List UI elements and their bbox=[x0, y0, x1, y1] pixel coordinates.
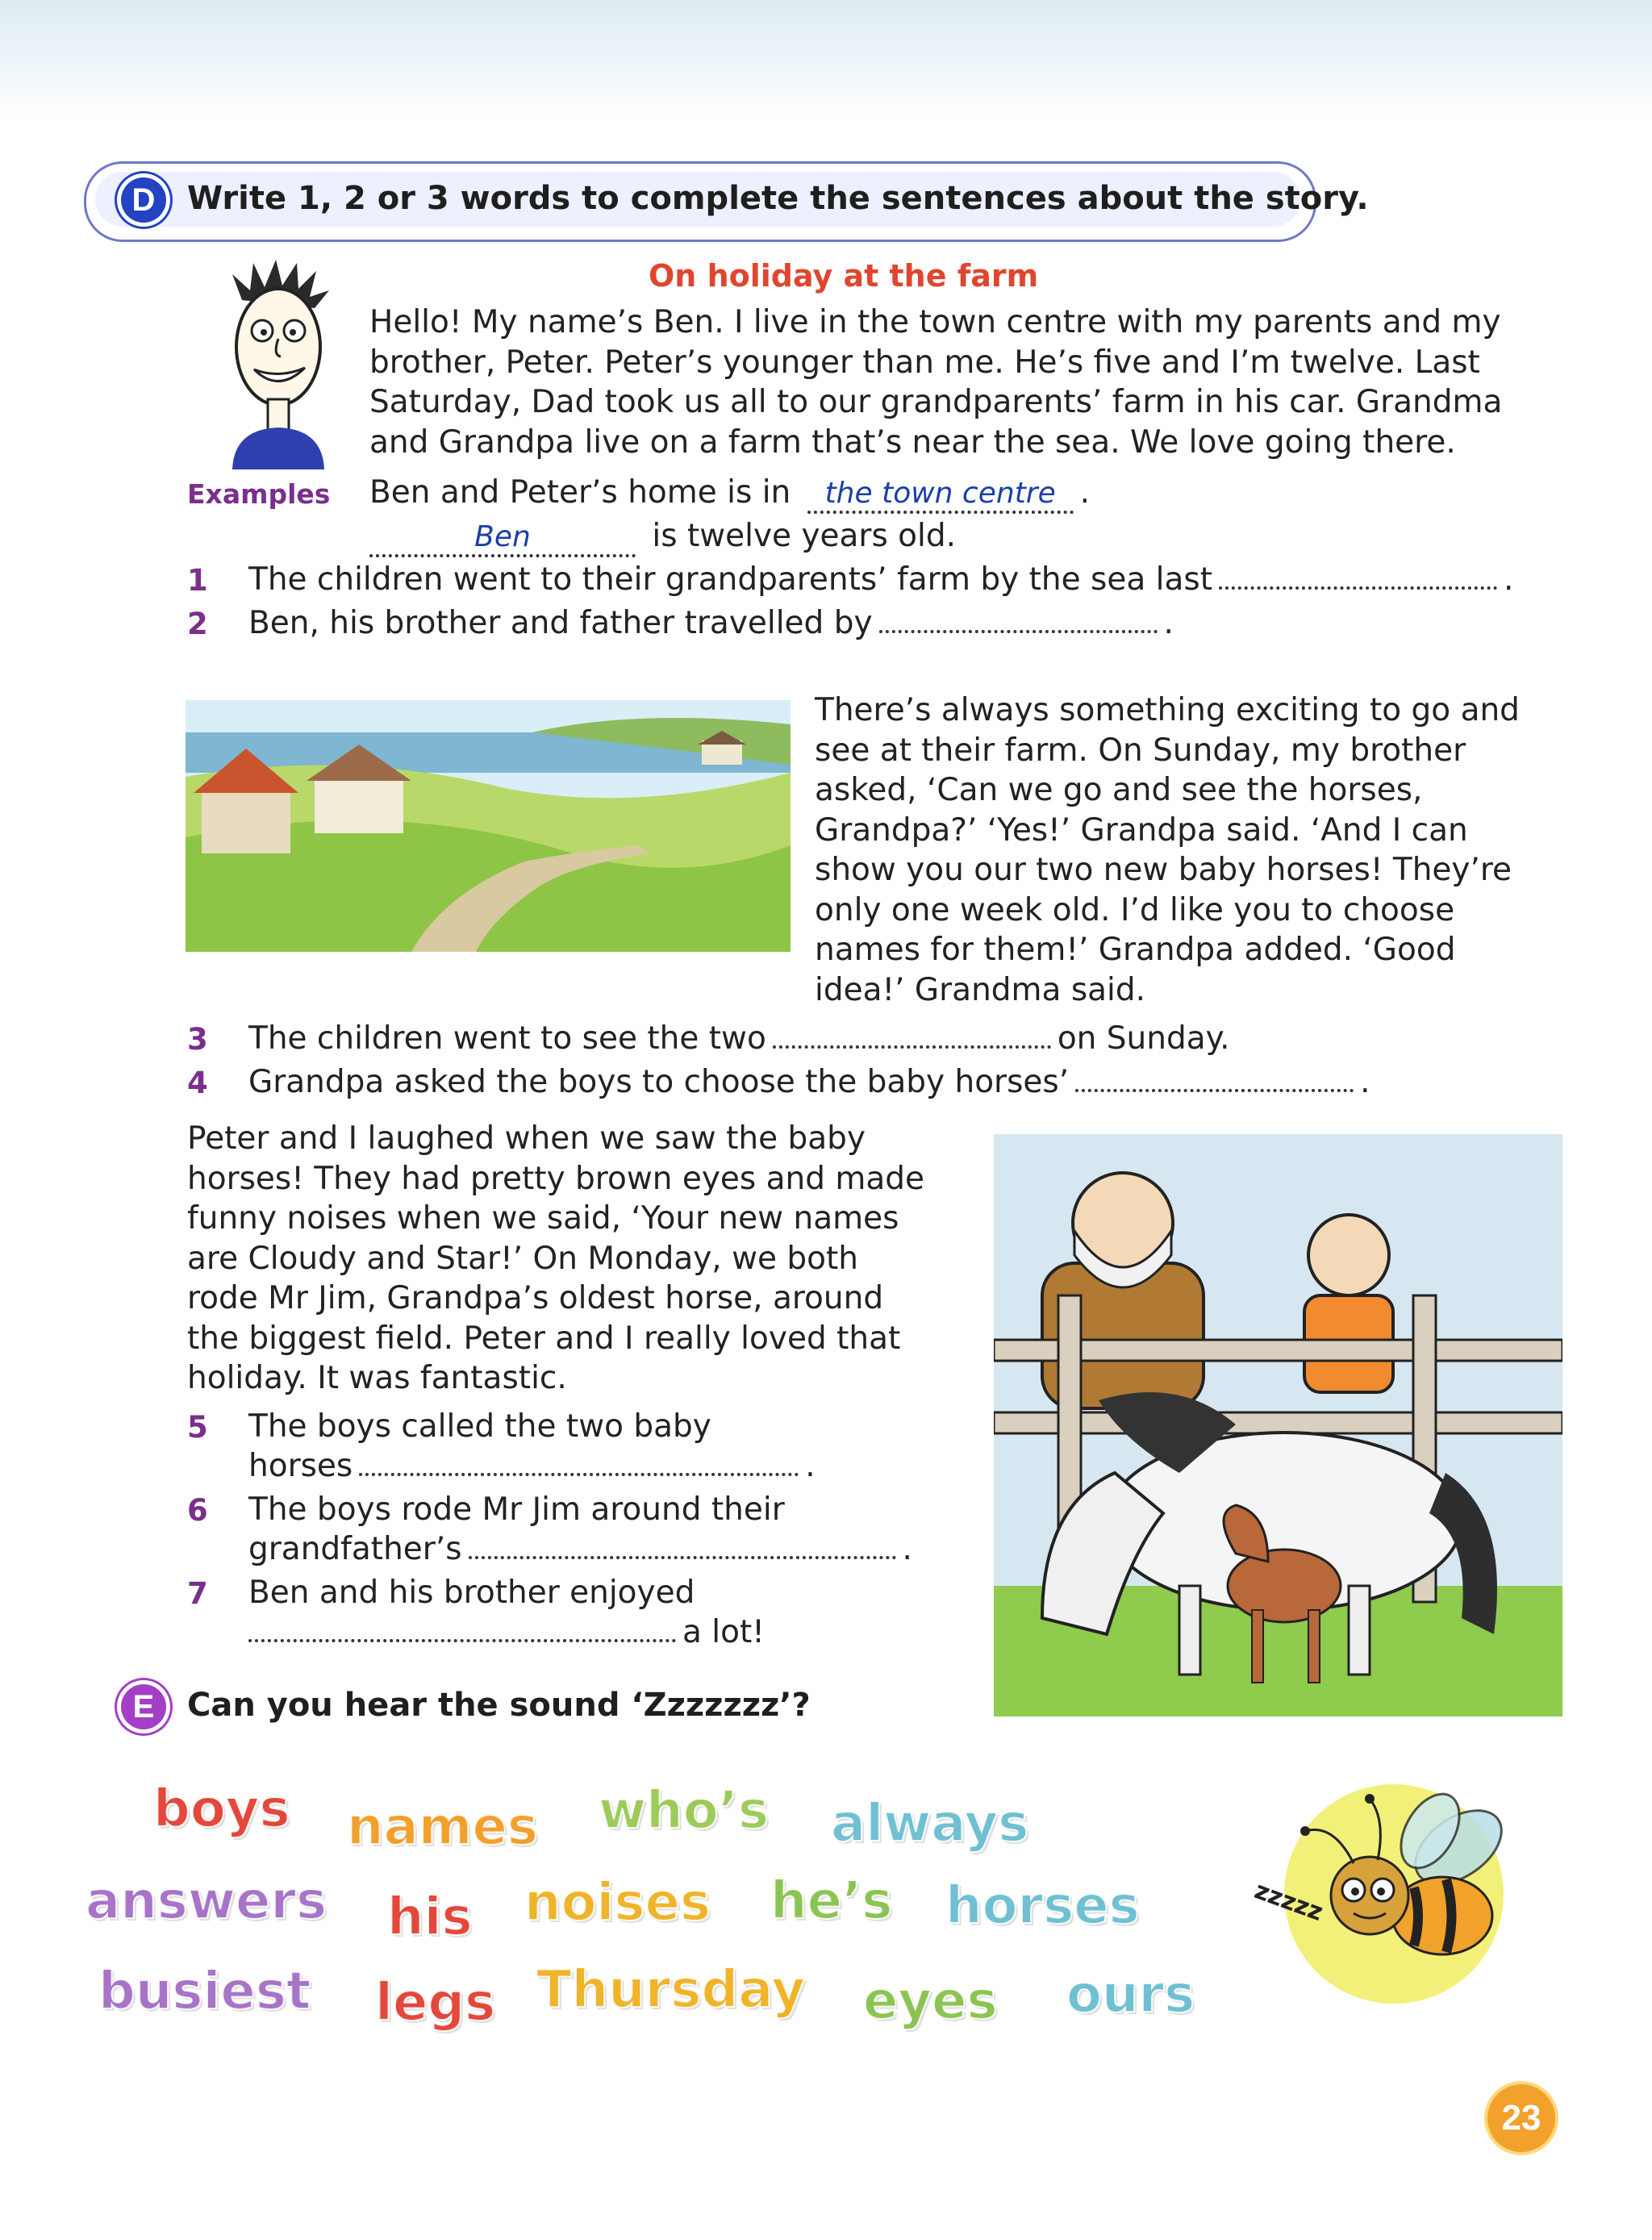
story-line: holiday. It was fantastic. bbox=[187, 1360, 567, 1396]
story-line: brother, Peter. Peter’s younger than me. He’s five and I’m twelve. Last bbox=[369, 344, 1480, 381]
answer-blank-2[interactable] bbox=[879, 622, 1158, 633]
sound-word: he’s bbox=[770, 1871, 893, 1931]
question-number: 2 bbox=[187, 607, 208, 641]
bee-snore-text: zzzzz bbox=[1250, 1876, 1327, 1927]
section-e-badge: E bbox=[121, 1684, 166, 1729]
examples-label: Examples bbox=[187, 478, 331, 510]
example-1 bbox=[369, 474, 1090, 514]
answer-blank-4[interactable] bbox=[1075, 1081, 1354, 1092]
example-1-answer bbox=[807, 474, 1074, 514]
story-line: Saturday, Dad took us all to our grandparents’ farm in his car. Grandma bbox=[369, 384, 1503, 420]
sound-word: boys bbox=[153, 1779, 290, 1839]
sound-word: who’s bbox=[599, 1781, 770, 1841]
story-line: rode Mr Jim, Grandpa’s oldest horse, around bbox=[187, 1280, 884, 1316]
question-4-end: . bbox=[1360, 1064, 1370, 1100]
sound-word: horses bbox=[945, 1876, 1140, 1936]
example-1-end: . bbox=[1079, 474, 1091, 511]
story-line: idea!’ Grandma said. bbox=[815, 971, 1146, 1008]
sound-word: answers bbox=[86, 1871, 327, 1931]
story-paragraph-2 bbox=[815, 690, 1525, 1010]
question-6-end: . bbox=[902, 1531, 912, 1567]
sound-word: ours bbox=[1066, 1965, 1195, 2025]
page-number: 23 bbox=[1487, 2084, 1555, 2152]
story-paragraph-3 bbox=[187, 1119, 929, 1399]
story-line: funny noises when we said, ‘Your new names bbox=[187, 1200, 899, 1237]
story-line: names for them!’ Grandpa added. ‘Good bbox=[815, 932, 1456, 968]
sound-word: noises bbox=[524, 1873, 711, 1933]
question-5-line-1: The boys called the two baby bbox=[248, 1408, 711, 1445]
example-2-answer bbox=[369, 518, 636, 557]
question-2 bbox=[248, 605, 1174, 641]
question-number: 4 bbox=[187, 1066, 208, 1100]
example-1-answer-text: the town centre bbox=[824, 477, 1056, 510]
story-line: Hello! My name’s Ben. I live in the town centre with my parents and my bbox=[369, 304, 1501, 340]
question-number: 7 bbox=[187, 1576, 208, 1611]
grandpa-boy-horses-image bbox=[994, 1134, 1562, 1716]
question-5-text: horses bbox=[248, 1448, 353, 1484]
question-3-end: on Sunday. bbox=[1057, 1020, 1230, 1057]
question-1-text: The children went to their grandparents’ farm by the sea last bbox=[248, 561, 1212, 598]
question-4-text: Grandpa asked the boys to choose the baby horses’ bbox=[248, 1064, 1070, 1100]
story-line: Grandpa?’ ‘Yes!’ Grandpa said. ‘And I can bbox=[815, 811, 1468, 849]
story-line: see at their farm. On Sunday, my brother bbox=[815, 732, 1466, 769]
story-line: There’s always something exciting to go and bbox=[815, 692, 1520, 728]
question-number: 5 bbox=[187, 1410, 208, 1445]
story-line: and Grandpa live on a farm that’s near the sea. We love going there. bbox=[369, 423, 1456, 461]
section-d-badge: D bbox=[121, 177, 166, 223]
question-7-line-1: Ben and his brother enjoyed bbox=[248, 1575, 695, 1611]
sound-word: legs bbox=[375, 1973, 496, 2033]
question-6-text: grandfather’s bbox=[248, 1531, 462, 1567]
question-6-line-2 bbox=[248, 1531, 912, 1567]
section-e-instruction: Can you hear the sound ‘Zzzzzzz’? bbox=[187, 1687, 811, 1724]
question-number: 1 bbox=[187, 563, 208, 598]
sound-word: busiest bbox=[98, 1962, 311, 2021]
top-background-wash bbox=[0, 0, 1652, 121]
story-line: only one week old. I’d like you to choose bbox=[815, 891, 1455, 928]
story-line: horses! They had pretty brown eyes and made bbox=[187, 1160, 925, 1197]
sound-word: Thursday bbox=[536, 1960, 806, 2020]
answer-blank-7[interactable] bbox=[248, 1631, 676, 1642]
question-3 bbox=[248, 1020, 1230, 1057]
question-6-line-1: The boys rode Mr Jim around their bbox=[248, 1491, 785, 1528]
story-paragraph-1 bbox=[369, 302, 1515, 462]
question-number: 3 bbox=[187, 1022, 208, 1057]
story-line: Peter and I laughed when we saw the baby bbox=[187, 1120, 866, 1157]
question-2-end: . bbox=[1163, 605, 1174, 641]
example-2 bbox=[369, 518, 956, 557]
ben-cartoon-image bbox=[218, 258, 339, 469]
section-d-instruction: Write 1, 2 or 3 words to complete the sentences about the story. bbox=[187, 180, 1369, 217]
story-line: show you our two new baby horses! They’re bbox=[815, 852, 1512, 888]
sound-word: always bbox=[831, 1794, 1029, 1854]
story-line: asked, ‘Can we go and see the horses, bbox=[815, 772, 1423, 808]
example-2-answer-text: Ben bbox=[474, 520, 531, 553]
question-2-text: Ben, his brother and father travelled by bbox=[248, 605, 873, 641]
question-3-text: The children went to see the two bbox=[248, 1020, 766, 1057]
question-5-line-2 bbox=[248, 1448, 816, 1484]
story-title: On holiday at the farm bbox=[649, 258, 1039, 294]
sound-word: eyes bbox=[863, 1971, 998, 2031]
example-1-text: Ben and Peter’s home is in bbox=[369, 474, 791, 511]
question-5-end: . bbox=[805, 1448, 816, 1484]
example-2-text: is twelve years old. bbox=[652, 518, 957, 554]
farm-landscape-image bbox=[186, 700, 791, 952]
answer-blank-3[interactable] bbox=[773, 1037, 1051, 1049]
answer-blank-1[interactable] bbox=[1219, 578, 1497, 590]
answer-blank-5[interactable] bbox=[359, 1465, 799, 1476]
story-line: are Cloudy and Star!’ On Monday, we both bbox=[187, 1240, 859, 1277]
story-line: the biggest field. Peter and I really loved that bbox=[187, 1320, 901, 1357]
answer-blank-6[interactable] bbox=[469, 1548, 896, 1559]
question-1-end: . bbox=[1503, 561, 1514, 598]
sound-word: names bbox=[347, 1797, 538, 1857]
sound-word: his bbox=[387, 1888, 473, 1947]
question-7-end: a lot! bbox=[682, 1614, 765, 1650]
question-4 bbox=[248, 1064, 1370, 1100]
question-number: 6 bbox=[187, 1493, 208, 1528]
question-1 bbox=[248, 561, 1513, 598]
question-7-line-2 bbox=[248, 1614, 765, 1650]
